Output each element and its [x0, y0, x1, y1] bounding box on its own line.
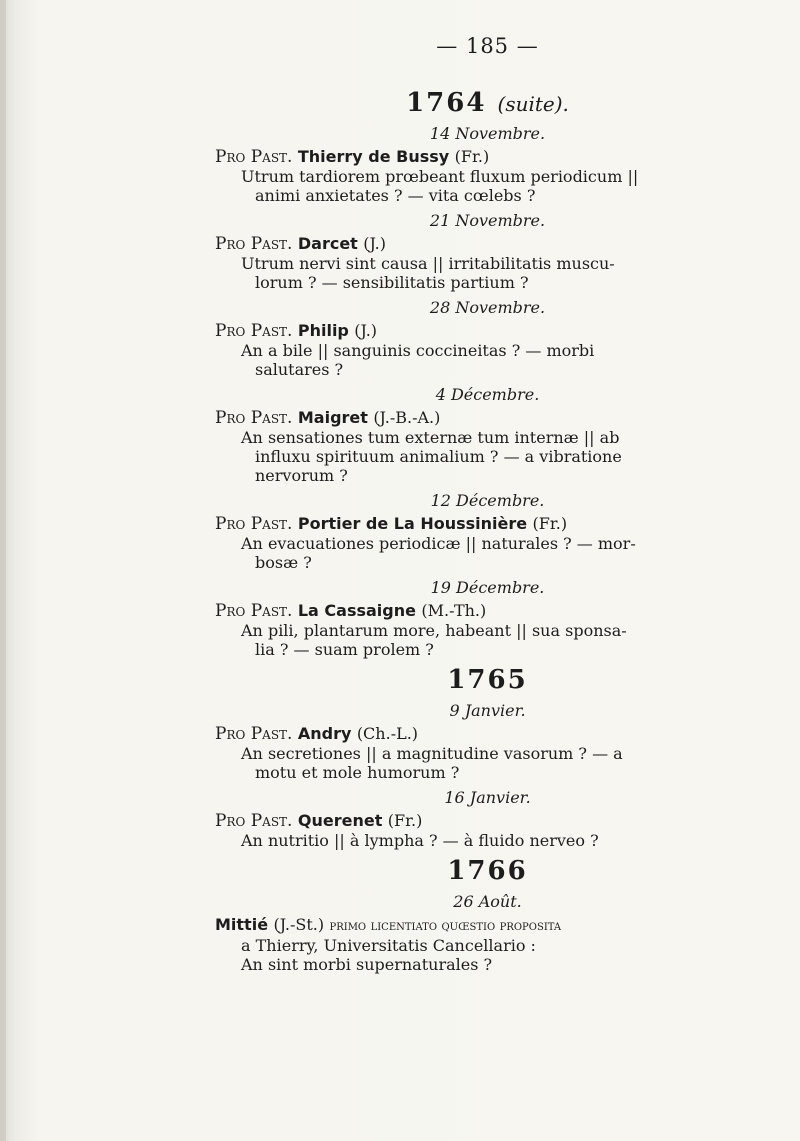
thesis-text	[215, 254, 760, 292]
thesis-line: An pili, plantarum more, habeant || sua sponsa-	[241, 621, 627, 640]
entry-initials: (Fr.)	[387, 811, 423, 830]
entry-role: Pro Past.	[215, 234, 293, 254]
entry-name: Querenet	[297, 811, 383, 830]
entry-head	[215, 601, 760, 621]
thesis-line: motu et mole humorum ?	[255, 763, 460, 782]
thesis-entry	[215, 385, 760, 485]
page-number: — 185 —	[436, 34, 539, 58]
year-number: 1765	[447, 665, 528, 695]
entry-initials: (J.)	[354, 321, 378, 340]
entry-head	[215, 724, 760, 744]
entry-initials: (Fr.)	[454, 147, 490, 166]
section-1766	[215, 856, 760, 974]
entry-name: Maigret	[297, 408, 368, 427]
section-1764	[215, 88, 760, 659]
thesis-line: nervorum ?	[255, 466, 348, 485]
thesis-text	[215, 341, 760, 379]
thesis-line: An a bile || sanguinis coccineitas ? — morbi	[241, 341, 595, 360]
thesis-line: bosæ ?	[255, 553, 312, 572]
entry-role: Pro Past.	[215, 724, 293, 744]
entry-date: 26 Août.	[453, 892, 522, 911]
year-heading	[215, 665, 760, 695]
entry-name: La Cassaigne	[297, 601, 416, 620]
entry-extra: primo licentiato quœstio proposita	[329, 918, 562, 934]
entry-date: 19 Décembre.	[430, 578, 545, 597]
thesis-line: lia ? — suam prolem ?	[255, 640, 434, 659]
entry-role: Pro Past.	[215, 514, 293, 534]
thesis-line: animi anxietates ? — vita cœlebs ?	[255, 186, 536, 205]
thesis-line: An sensationes tum externæ tum internæ || ab	[241, 428, 620, 447]
entry-initials: (Fr.)	[532, 514, 568, 533]
entry-role: Pro Past.	[215, 408, 293, 428]
entry-date: 9 Janvier.	[449, 701, 526, 720]
page-binding-edge	[0, 0, 6, 1141]
entry-initials: (J.)	[363, 234, 386, 253]
entry-head	[215, 321, 760, 341]
thesis-entry	[215, 892, 760, 974]
thesis-line: Utrum nervi sint causa || irritabilitatis muscu-	[241, 254, 615, 273]
thesis-line: An secretiones || a magnitudine vasorum ? — a	[241, 744, 623, 763]
entry-date: 16 Janvier.	[444, 788, 531, 807]
thesis-line: salutares ?	[255, 360, 344, 379]
thesis-text	[215, 831, 760, 850]
page-content	[215, 34, 760, 980]
year-number: 1766	[447, 856, 528, 886]
entry-role: Pro Past.	[215, 811, 293, 831]
entry-date: 12 Décembre.	[430, 491, 545, 510]
thesis-entry	[215, 211, 760, 292]
entry-head	[215, 234, 760, 254]
section-1765	[215, 665, 760, 850]
entry-head	[215, 147, 760, 167]
thesis-line: An evacuationes periodicæ || naturales ? — mor-	[241, 534, 636, 553]
thesis-entry	[215, 788, 760, 850]
thesis-entry	[215, 578, 760, 659]
year-number: 1764	[406, 88, 487, 118]
entry-initials: (J.-B.-A.)	[373, 408, 441, 427]
entry-role: Pro Past.	[215, 601, 293, 621]
entry-initials: (M.-Th.)	[421, 601, 487, 620]
thesis-text	[215, 744, 760, 782]
year-heading	[215, 856, 760, 886]
thesis-line: Utrum tardiorem prœbeant fluxum periodicum ||	[241, 167, 639, 186]
year-suffix: (suite).	[497, 92, 569, 116]
entry-head	[215, 915, 760, 936]
entry-role: Pro Past.	[215, 147, 293, 167]
thesis-line: a Thierry, Universitatis Cancellario :	[241, 936, 536, 955]
entry-name: Philip	[297, 321, 349, 340]
entry-name: Mittié	[215, 915, 269, 934]
thesis-entry	[215, 701, 760, 782]
entry-date: 4 Décembre.	[435, 385, 540, 404]
entry-initials: (J.-St.)	[273, 915, 325, 934]
entry-name: Darcet	[297, 234, 358, 253]
entry-head	[215, 408, 760, 428]
thesis-entry	[215, 124, 760, 205]
entry-date: 28 Novembre.	[429, 298, 546, 317]
thesis-entry	[215, 491, 760, 572]
thesis-line: An nutritio || à lympha ? — à fluido nerveo ?	[241, 831, 599, 850]
thesis-text	[215, 428, 760, 485]
entry-initials: (Ch.-L.)	[356, 724, 419, 743]
thesis-text	[215, 534, 760, 572]
thesis-text	[215, 936, 760, 974]
thesis-line: An sint morbi supernaturales ?	[241, 955, 493, 974]
entry-name: Andry	[297, 724, 352, 743]
entry-head	[215, 811, 760, 831]
thesis-entry	[215, 298, 760, 379]
entry-role: Pro Past.	[215, 321, 293, 341]
thesis-text	[215, 621, 760, 659]
thesis-text	[215, 167, 760, 205]
entry-head	[215, 514, 760, 534]
entry-date: 14 Novembre.	[429, 124, 546, 143]
entry-name: Portier de La Houssinière	[297, 514, 528, 533]
thesis-line: influxu spirituum animalium ? — a vibratione	[255, 447, 622, 466]
entry-date: 21 Novembre.	[429, 211, 546, 230]
entry-name: Thierry de Bussy	[297, 147, 450, 166]
thesis-line: lorum ? — sensibilitatis partium ?	[255, 273, 529, 292]
year-heading	[215, 88, 760, 118]
